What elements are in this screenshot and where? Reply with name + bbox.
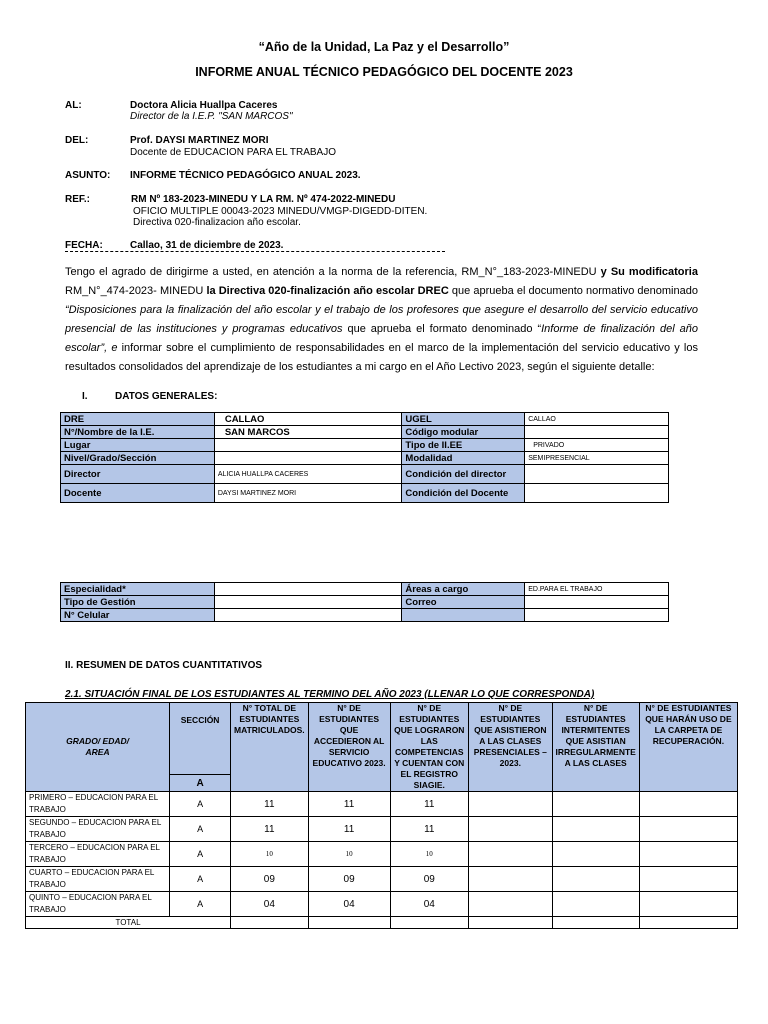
table-row (61, 484, 669, 503)
field-value (525, 465, 669, 484)
field-label: Tipo de Gestión (61, 596, 215, 609)
field-label: N° Celular (61, 609, 215, 622)
ref-2: OFICIO MULTIPLE 00043-2023 MINEDU/VMGP-DIGEDD-DITEN. (133, 206, 428, 217)
field-value: SEMIPRESENCIAL (525, 452, 669, 465)
empty-cell (639, 917, 737, 929)
seccion-cell: A (170, 792, 231, 817)
field-value: SAN MARCOS (214, 426, 402, 439)
empty-cell (390, 917, 469, 929)
table-header-row (26, 703, 738, 775)
field-value (214, 583, 402, 596)
field-value (525, 426, 669, 439)
header-logros: N° DE ESTUDIANTES QUE LOGRARON LAS COMPETENCIAS Y CUENTAN CON EL REGISTRO SIAGIE. (390, 703, 469, 792)
para-text: Tengo el agrado de dirigirme a usted, en atención a la norma de la referencia, RM_N°_183-2023-MINEDU (65, 266, 601, 278)
del-name: Prof. DAYSI MARTINEZ MORI (130, 135, 269, 146)
section1-title: DATOS GENERALES: (115, 391, 218, 402)
field-label: Modalidad (402, 452, 525, 465)
ref-3: Directiva 020-finalizacion año escolar. (133, 217, 301, 228)
empty-cell (552, 817, 639, 842)
header-total: N° TOTAL DE ESTUDIANTES MATRICULADOS. (231, 703, 309, 792)
al-name: Doctora Alicia Huallpa Caceres (130, 100, 278, 111)
table-row (61, 413, 669, 426)
seccion-cell: A (170, 842, 231, 867)
field-value (525, 596, 669, 609)
matriculados-cell: 11 (231, 817, 309, 842)
table-row (61, 452, 669, 465)
section2-subtitle: 2.1. SITUACIÓN FINAL DE LOS ESTUDIANTES AL TERMINO DEL AÑO 2023 (LLENAR LO QUE CORRESPONDA) (65, 689, 595, 700)
logros-cell: 10 (390, 842, 469, 867)
field-label: Lugar (61, 439, 215, 452)
table-row (26, 817, 738, 842)
asunto: INFORME TÉCNICO PEDAGÓGICO ANUAL 2023. (130, 170, 361, 181)
field-value (525, 609, 669, 622)
header-presenciales: N° DE ESTUDIANTES QUE ASISTIERON A LAS CLASES PRESENCIALES – 2023. (469, 703, 553, 792)
seccion-cell: A (170, 867, 231, 892)
para-italic: “Disposiciones para la finalización del año escolar y el trabajo de los profesores que asegure el desarrollo del servicio educativo presencial de las instituciones y programas educativos (65, 304, 698, 335)
intro-paragraph (65, 263, 698, 377)
header-grado: GRADO/ EDAD/ AREA (26, 703, 170, 792)
empty-cell (552, 917, 639, 929)
table-row (26, 792, 738, 817)
field-value: PRIVADO (525, 439, 669, 452)
header-seccion: SECCIÓN (170, 703, 231, 775)
logros-cell: 11 (390, 792, 469, 817)
matriculados-cell: 04 (231, 892, 309, 917)
header-intermitentes: N° DE ESTUDIANTES INTERMITENTES QUE ASISTIAN IRREGULARMENTE A LAS CLASES (552, 703, 639, 792)
field-value: CALLAO (525, 413, 669, 426)
para-bold: la Directiva 020-finalización año escolar DREC (206, 285, 449, 297)
empty-cell (552, 842, 639, 867)
accedieron-cell: 09 (308, 867, 390, 892)
field-value (525, 484, 669, 503)
field-label: Áreas a cargo (402, 583, 525, 596)
field-label (402, 609, 525, 622)
del-label: DEL: (65, 135, 89, 146)
matriculados-cell: 10 (231, 842, 309, 867)
empty-cell (469, 867, 553, 892)
empty-cell (308, 917, 390, 929)
seccion-cell: A (170, 892, 231, 917)
field-label: DRE (61, 413, 215, 426)
para-text: que aprueba el formato denominado “ (342, 323, 542, 335)
al-label: AL: (65, 100, 82, 111)
accedieron-cell: 11 (308, 792, 390, 817)
para-text: que aprueba el documento normativo denominado (448, 285, 698, 297)
fecha-label: FECHA: (65, 240, 103, 251)
empty-cell (469, 917, 553, 929)
grado-cell: CUARTO – EDUCACION PARA EL TRABAJO (26, 867, 170, 892)
empty-cell (552, 892, 639, 917)
field-label: Condición del Docente (402, 484, 525, 503)
para-text: RM_N°_474-2023- MINEDU (65, 285, 207, 297)
field-label: Especialidad* (61, 583, 215, 596)
matriculados-cell: 09 (231, 867, 309, 892)
field-label: Código modular (402, 426, 525, 439)
empty-cell (639, 842, 737, 867)
separator (65, 251, 445, 252)
motto: “Año de la Unidad, La Paz y el Desarrollo” (258, 40, 510, 54)
grado-cell: TERCERO – EDUCACION PARA EL TRABAJO (26, 842, 170, 867)
field-value: CALLAO (214, 413, 402, 426)
header-accedieron: N° DE ESTUDIANTES QUE ACCEDIERON AL SERVICIO EDUCATIVO 2023. (308, 703, 390, 792)
field-value: ED.PARA EL TRABAJO (525, 583, 669, 596)
para-bold: y Su modificatoria (600, 266, 698, 278)
field-label: UGEL (402, 413, 525, 426)
grado-cell: QUINTO – EDUCACION PARA EL TRABAJO (26, 892, 170, 917)
empty-cell (639, 792, 737, 817)
asunto-label: ASUNTO: (65, 170, 111, 181)
field-value (214, 439, 402, 452)
ref-label: REF.: (65, 194, 90, 205)
field-label: Nivel/Grado/Sección (61, 452, 215, 465)
field-value: DAYSI MARTINEZ MORI (214, 484, 402, 503)
empty-cell (469, 842, 553, 867)
section2-title: II. RESUMEN DE DATOS CUANTITATIVOS (65, 660, 263, 671)
table-total-row (26, 917, 738, 929)
table-row (61, 609, 669, 622)
al-role: Director de la I.E.P. "SAN MARCOS" (130, 111, 293, 122)
field-value: ALICIA HUALLPA CACERES (214, 465, 402, 484)
empty-cell (469, 892, 553, 917)
table-row (61, 426, 669, 439)
table-row (61, 596, 669, 609)
table-row (26, 867, 738, 892)
field-value (214, 452, 402, 465)
empty-cell (552, 867, 639, 892)
quantitative-table (25, 702, 738, 929)
logros-cell: 04 (390, 892, 469, 917)
empty-cell (639, 892, 737, 917)
table-row (61, 583, 669, 596)
document-title: INFORME ANUAL TÉCNICO PEDAGÓGICO DEL DOCENTE 2023 (195, 65, 573, 79)
grado-cell: SEGUNDO – EDUCACION PARA EL TRABAJO (26, 817, 170, 842)
field-label: N°/Nombre de la I.E. (61, 426, 215, 439)
field-value (214, 596, 402, 609)
field-value (214, 609, 402, 622)
accedieron-cell: 04 (308, 892, 390, 917)
seccion-cell: A (170, 817, 231, 842)
fecha: Callao, 31 de diciembre de 2023. (130, 240, 284, 251)
empty-cell (639, 867, 737, 892)
table-row (26, 842, 738, 867)
field-label: Condición del director (402, 465, 525, 484)
total-label: TOTAL (26, 917, 231, 929)
empty-cell (469, 792, 553, 817)
field-label: Correo (402, 596, 525, 609)
logros-cell: 09 (390, 867, 469, 892)
field-label: Tipo de II.EE (402, 439, 525, 452)
matriculados-cell: 11 (231, 792, 309, 817)
empty-cell (231, 917, 309, 929)
table-row (61, 439, 669, 452)
empty-cell (469, 817, 553, 842)
section1-number: I. (82, 391, 88, 402)
empty-cell (552, 792, 639, 817)
accedieron-cell: 10 (308, 842, 390, 867)
del-role: Docente de EDUCACION PARA EL TRABAJO (130, 147, 337, 158)
logros-cell: 11 (390, 817, 469, 842)
grado-cell: PRIMERO – EDUCACION PARA EL TRABAJO (26, 792, 170, 817)
general-data-table (60, 412, 669, 503)
ref-1: RM Nº 183-2023-MINEDU Y LA RM. Nº 474-2022-MINEDU (131, 194, 396, 205)
accedieron-cell: 11 (308, 817, 390, 842)
specialty-table (60, 582, 669, 622)
header-seccion-sub: A (170, 775, 231, 792)
para-italic: Informe de finalización del año escolar”, e (65, 323, 698, 354)
table-row (26, 892, 738, 917)
header-recuperacion: N° DE ESTUDIANTES QUE HARÁN USO DE LA CARPETA DE RECUPERACIÓN. (639, 703, 737, 792)
empty-cell (639, 817, 737, 842)
table-row (61, 465, 669, 484)
field-label: Director (61, 465, 215, 484)
field-label: Docente (61, 484, 215, 503)
para-text: informar sobre el cumplimiento de responsabilidades en el marco de la implementación del servicio educativo y los resultados consolidados del aprendizaje de los estudiantes a mi cargo en el Año Lectivo 2023, según el siguiente detalle: (65, 342, 698, 373)
